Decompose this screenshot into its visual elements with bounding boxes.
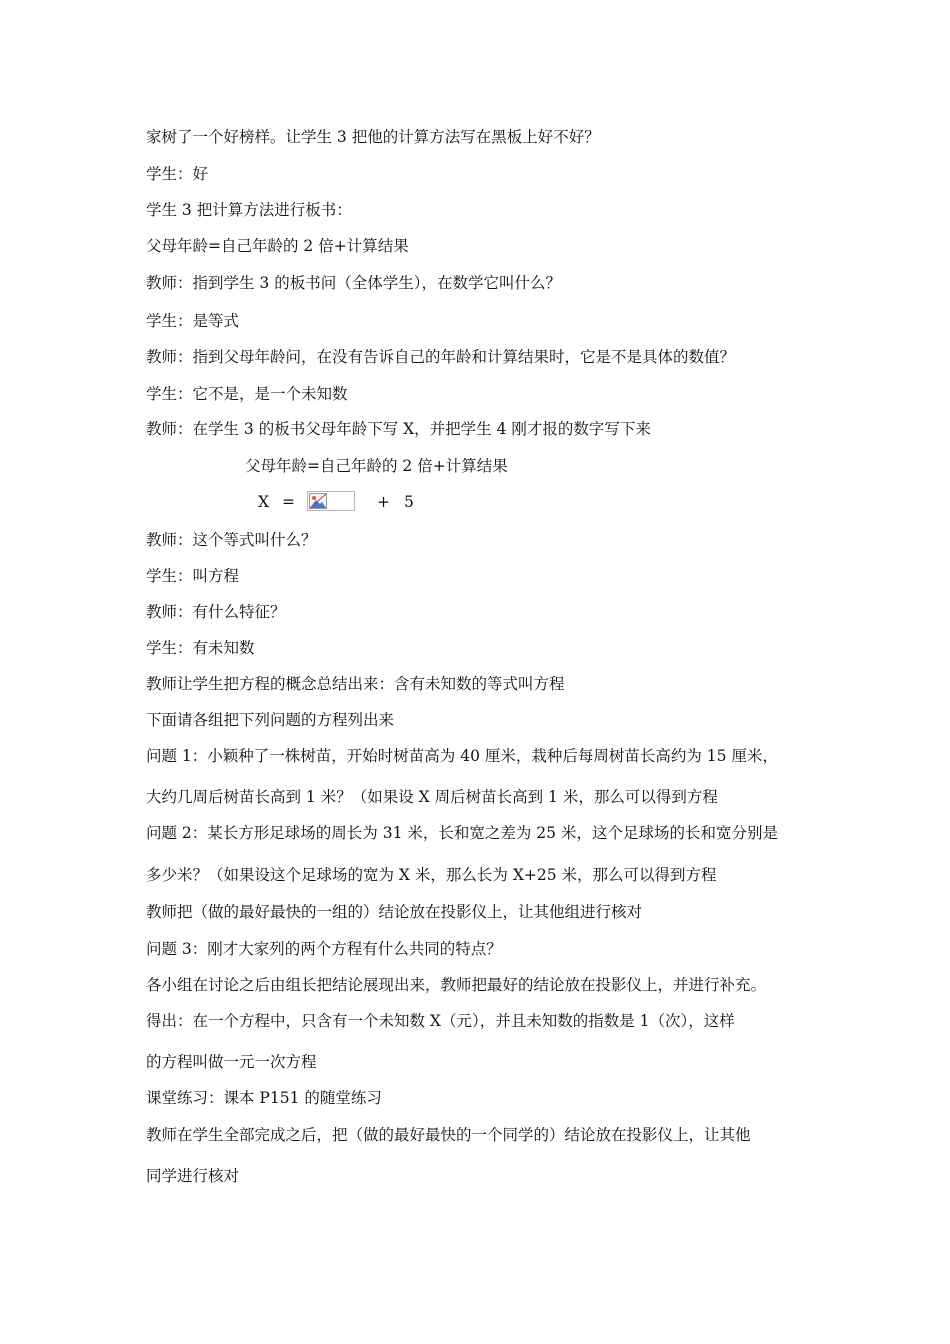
paragraph: 家树了一个好榜样。让学生 3 把他的计算方法写在黑板上好不好？ [146, 128, 600, 146]
paragraph: 学生：有未知数 [146, 639, 255, 657]
paragraph: 同学进行核对 [146, 1167, 240, 1185]
image-icon [309, 493, 327, 509]
paragraph: 问题 3：刚才大家列的两个方程有什么共同的特点？ [146, 940, 502, 958]
paragraph: 多少米？（如果设这个足球场的宽为 X 米，那么长为 X+25 米，那么可以得到方程 [146, 866, 717, 884]
paragraph: 父母年龄=自己年龄的 2 倍+计算结果 [146, 237, 409, 255]
paragraph: 学生 3 把计算方法进行板书： [146, 201, 352, 219]
paragraph: 教师让学生把方程的概念总结出来：含有未知数的等式叫方程 [146, 675, 565, 693]
paragraph: 大约几周后树苗长高到 1 米？（如果设 X 周后树苗长高到 1 米，那么可以得到方程 [146, 788, 718, 806]
paragraph: 教师：这个等式叫什么？ [146, 531, 317, 549]
paragraph: 学生：好 [146, 165, 209, 183]
paragraph: 教师在学生全部完成之后，把（做的最好最快的一个同学的）结论放在投影仪上，让其他 [146, 1126, 751, 1144]
broken-image-placeholder [307, 491, 355, 511]
paragraph: 教师：指到父母年龄问，在没有告诉自己的年龄和计算结果时，它是不是具体的数值？ [146, 348, 736, 366]
paragraph: 学生：它不是，是一个未知数 [146, 385, 348, 403]
paragraph: 问题 1：小颖种了一株树苗，开始时树苗高为 40 厘米，栽种后每周树苗长高约为 15 厘米， [146, 747, 778, 765]
paragraph: 学生：是等式 [146, 312, 240, 330]
paragraph: 课堂练习：课本 P151 的随堂练习 [146, 1089, 382, 1107]
paragraph: 的方程叫做一元一次方程 [146, 1053, 317, 1071]
paragraph: 教师：指到学生 3 的板书问（全体学生），在数学它叫什么？ [146, 274, 561, 292]
equation-number: 5 [404, 493, 414, 511]
paragraph: 教师：有什么特征？ [146, 603, 286, 621]
paragraph: 问题 2：某长方形足球场的周长为 31 米，长和宽之差为 25 米，这个足球场的长和宽分别是 [146, 824, 778, 842]
equation-equals: = [282, 493, 295, 511]
equation-line: 父母年龄=自己年龄的 2 倍+计算结果 [245, 457, 508, 475]
paragraph: 教师：在学生 3 的板书父母年龄下写 X，并把学生 4 刚才报的数字写下来 [146, 420, 651, 438]
equation-variable: X [258, 493, 270, 511]
paragraph: 学生：叫方程 [146, 567, 240, 585]
equation-plus: + [377, 493, 390, 511]
paragraph: 下面请各组把下列问题的方程列出来 [146, 711, 395, 729]
paragraph: 得出：在一个方程中，只含有一个未知数 X（元），并且未知数的指数是 1（次），这样 [146, 1012, 735, 1030]
paragraph: 教师把（做的最好最快的一组的）结论放在投影仪上，让其他组进行核对 [146, 903, 643, 921]
paragraph: 各小组在讨论之后由组长把结论展现出来，教师把最好的结论放在投影仪上，并进行补充。 [146, 976, 767, 994]
